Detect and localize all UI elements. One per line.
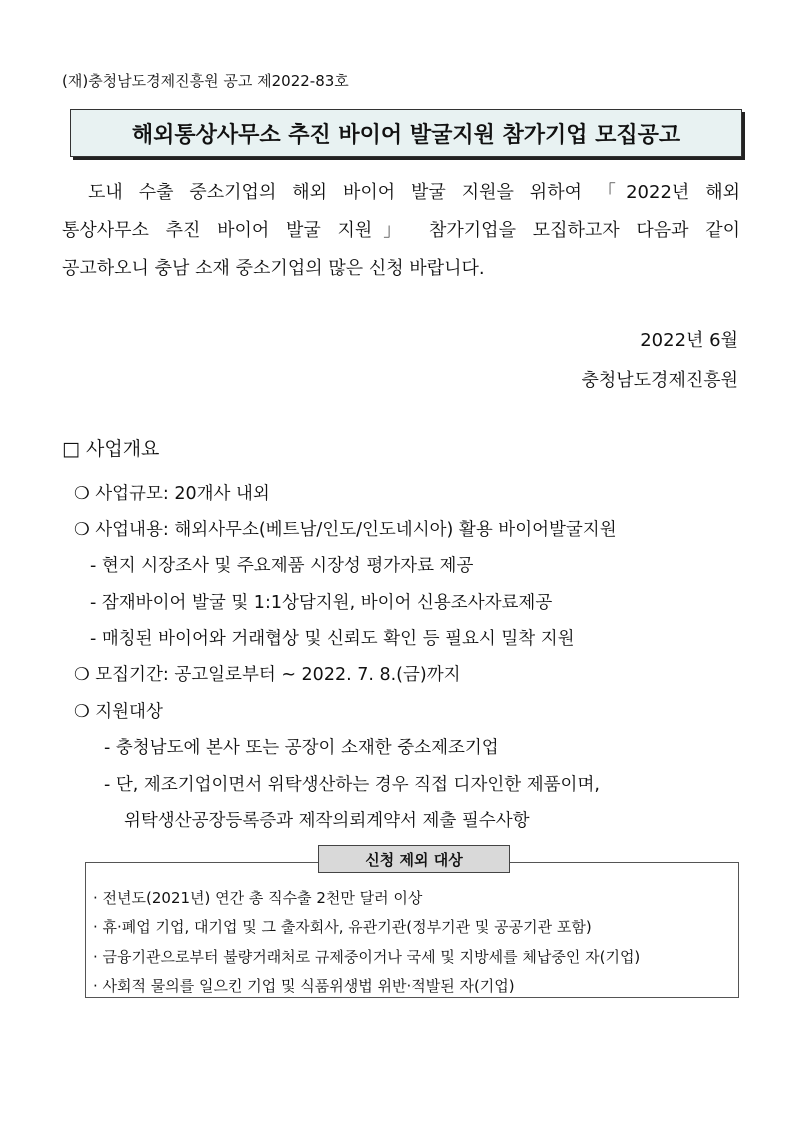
list-item: ❍ 모집기간: 공고일로부터 ~ 2022. 7. 8.(금)까지 [74,665,461,685]
section-title: □ 사업개요 [62,438,160,460]
page-title: 해외통상사무소 추진 바이어 발굴지원 참가기업 모집공고 [70,109,742,157]
list-item: ❍ 사업내용: 해외사무소(베트남/인도/인도네시아) 활용 바이어발굴지원 [74,520,617,540]
exclusion-item: · 사회적 물의를 일으킨 기업 및 식품위생법 위반·적발된 자(기업) [93,977,515,995]
notice-number: (재)충청남도경제진흥원 공고 제2022-83호 [62,72,349,90]
exclusion-item: · 금융기관으로부터 불량거래처로 규제중이거나 국세 및 지방세를 체납중인 자(기업) [93,948,641,966]
intro-line: 통상사무소 추진 바이어 발굴 지원」 참가기업을 모집하고자 다음과 같이 [62,220,740,241]
list-item: ❍ 지원대상 [74,702,163,722]
list-item: ❍ 사업규모: 20개사 내외 [74,484,270,504]
list-item: - 단, 제조기업이면서 위탁생산하는 경우 직접 디자인한 제품이며, [104,775,600,795]
exclusion-item: · 전년도(2021년) 연간 총 직수출 2천만 달러 이상 [93,889,423,907]
list-item: - 충청남도에 본사 또는 공장이 소재한 중소제조기업 [104,738,499,758]
date: 2022년 6월 [640,330,738,351]
list-item: - 잠재바이어 발굴 및 1:1상담지원, 바이어 신용조사자료제공 [90,593,553,613]
intro-line: 공고하오니 충남 소재 중소기업의 많은 신청 바랍니다. [62,258,485,279]
issuer: 충청남도경제진흥원 [581,370,738,391]
list-item: 위탁생산공장등록증과 제작의뢰계약서 제출 필수사항 [124,811,530,831]
list-item: - 현지 시장조사 및 주요제품 시장성 평가자료 제공 [90,556,474,576]
exclusion-label: 신청 제외 대상 [318,845,510,873]
list-item: - 매칭된 바이어와 거래협상 및 신뢰도 확인 등 필요시 밀착 지원 [90,629,575,649]
exclusion-item: · 휴·폐업 기업, 대기업 및 그 출자회사, 유관기관(정부기관 및 공공기관 포함) [93,918,592,936]
intro-paragraph [62,174,740,288]
intro-line: 도내 수출 중소기업의 해외 바이어 발굴 지원을 위하여 「2022년 해외 [88,182,740,203]
